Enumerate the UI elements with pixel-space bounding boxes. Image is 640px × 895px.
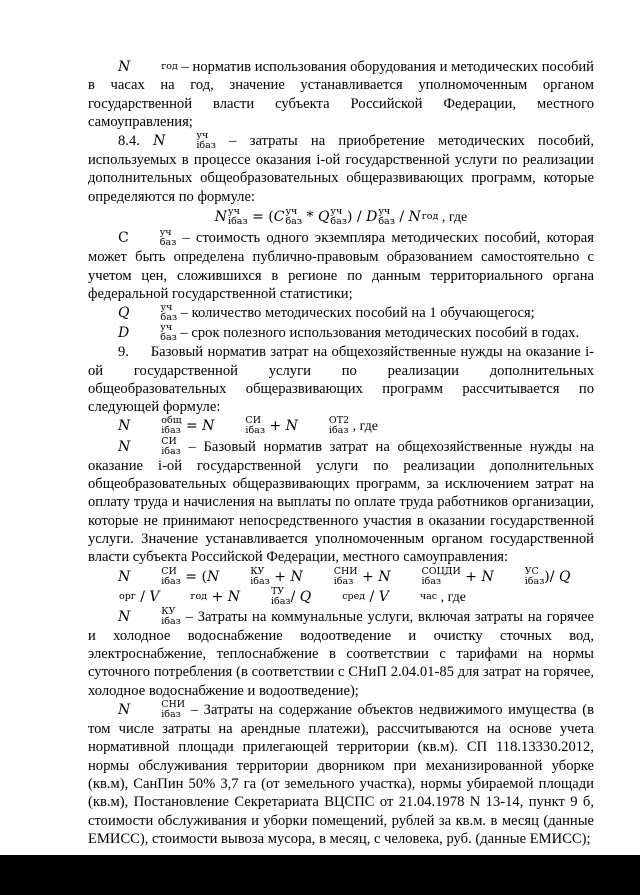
paragraph-q-uch: Q уч баз – количество методических пособий на 1 обучающегося; [118, 302, 535, 324]
formula-si: N СИ iбаз = (N КУ iбаз + N СНИ iбаз + N СОЦДИ iбаз + N УС iбаз )/ Q орг / V год + N ТУ iбаз / Q сред / V час , где [118, 565, 571, 607]
paragraph-ku: N КУ iбаз – Затраты на коммунальные услуги, включая затраты на горячее и холодное водоснабжение водоотведение и очистку сточных вод, электроснабжение, теплоснабжение в соответствии с тарифами на нормы суточного потребления (в соответствии с СНиП 2.04.01-85 для затрат на горячее, холодное водоснабжение и водоотведение); [88, 605, 594, 699]
symbol-n-uch: N уч iбаз [153, 130, 216, 152]
paragraph-8-4: 8.4. N уч iбаз – затраты на приобретение методических пособий, используемых в процессе оказания i-ой государственной услуги по реализации дополнительных общеобразовательных общеразвивающих программ, которые определяются по формуле: [88, 130, 594, 205]
paragraph-n-god: N год – норматив использования оборудования и методических пособий в часах на год, значение устанавливается уполномоченным органом государственной власти субъекта Российской Федерации, местного самоуправления; [88, 59, 594, 130]
symbol-c-uch: C уч баз [118, 227, 177, 249]
paragraph-si: N СИ iбаз – Базовый норматив затрат на общехозяйственные нужды на оказание i-ой государственной услуги по реализации дополнительных общеобразовательных общеразвивающих программ, за исключением затрат на оплату труда и начисления на выплаты по оплате труда работников организации, которые не принимают непосредственного участия в оказании государственной услуги. Значение устанавливается уполномоченным органом государственной власти субъекта Российской Федерации, местного самоуправления: [88, 435, 594, 566]
formula-obsh: N общ iбаз = N СИ iбаз + N ОТ2 iбаз , где [118, 415, 378, 437]
scan-bottom-edge [0, 855, 640, 895]
formula-uch: N уч iбаз = (C уч баз * Q уч баз ) / D уч баз / N год , где [214, 206, 468, 228]
paragraph-sni: N СНИ iбаз – Затраты на содержание объектов недвижимого имущества (в том числе затраты на арендные платежи), рассчитываются на основе учета нормативной площади прилегающей территории (кв.м). СП 118.13330.2012, нормы обслуживания территории дворником при механизированной уборке (кв.м), СанПин 50% 3,7 га (от земельного участка), нормы убираемой площади (кв.м), Постановление Секретариата ВЦСПС от 21.04.1978 N 13-14, пункт 9 б, стоимости обслуживания и уборки помещений, рублей за кв.м. в месяц (данные ЕМИСС), стоимости вывоза мусора, в месяц, с человека, руб. (данные ЕМИСС); [88, 699, 594, 847]
document-body [88, 58, 594, 848]
paragraph-9: 9. Базовый норматив затрат на общехозяйственные нужды на оказание i-ой государственной услуги по реализации дополнительных общеобразовательных общеразвивающих программ рассчитывается по следующей формуле: [88, 344, 594, 416]
paragraph-c-uch: C уч баз – стоимость одного экземпляра методических пособий, которая может быть определена публично-правовым образованием самостоятельно с учетом цен, сложившихся в регионе по данным территориального органа федеральной государственной статистики; [88, 227, 594, 302]
paragraph-d-uch: D уч баз – срок полезного использования методических пособий в годах. [118, 322, 580, 344]
symbol-n-god: N год [118, 59, 178, 75]
